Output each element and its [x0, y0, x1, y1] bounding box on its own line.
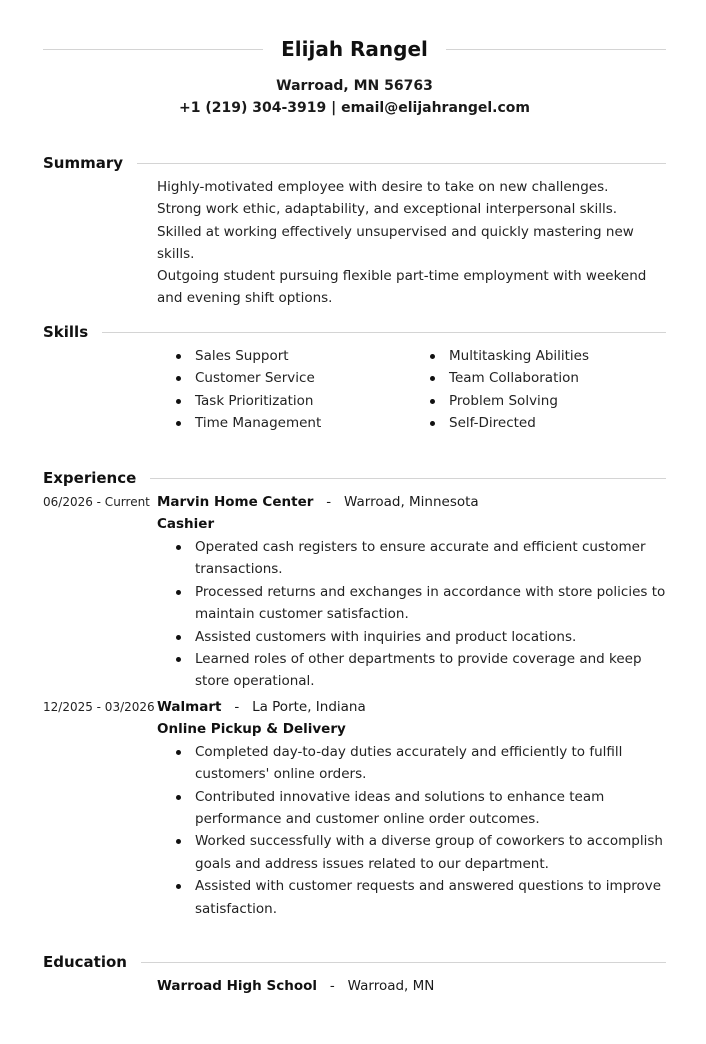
- divider: [43, 49, 263, 50]
- address: Warroad, MN 56763: [276, 78, 433, 94]
- job-bullets: [157, 536, 667, 693]
- employer-name: Walmart: [157, 698, 222, 715]
- skill-item: Sales Support: [157, 345, 411, 367]
- section-header: [43, 322, 666, 342]
- job-dates: 06/2026 - Current: [43, 495, 150, 509]
- separator: -: [234, 698, 240, 715]
- job-employer-line: [157, 492, 666, 512]
- skills-list: [157, 345, 666, 435]
- job-entry: [43, 492, 666, 693]
- separator: -: [329, 978, 335, 994]
- job-location: La Porte, Indiana: [252, 698, 366, 715]
- divider: [141, 962, 666, 963]
- separator: -: [326, 494, 332, 510]
- skills-column-left: [157, 345, 411, 435]
- experience-section: [43, 468, 666, 920]
- skills-column-right: [411, 345, 665, 435]
- school-location: Warroad, MN: [347, 978, 435, 994]
- resume-header: [43, 36, 666, 117]
- bullet-item: Completed day-to-day duties accurately and efficiently to fulfill customers' online orders.: [157, 741, 667, 786]
- bullet-item: Learned roles of other departments to provide coverage and keep store operational.: [157, 648, 667, 693]
- section-header: [43, 468, 666, 488]
- bullet-item: Assisted with customer requests and answered questions to improve satisfaction.: [157, 875, 667, 920]
- summary-text: [157, 176, 657, 310]
- bullet-item: Processed returns and exchanges in accordance with store policies to maintain customer satisfaction.: [157, 581, 667, 626]
- job-title: Cashier: [157, 516, 215, 532]
- divider: [102, 332, 666, 333]
- section-title: Experience: [43, 469, 137, 487]
- school-name: Warroad High School: [157, 978, 317, 994]
- section-header: [43, 952, 666, 972]
- section-title: Education: [43, 953, 127, 971]
- divider: [150, 478, 666, 479]
- job-dates: 12/2025 - 03/2026: [43, 699, 155, 714]
- job-location: Warroad, Minnesota: [344, 494, 479, 510]
- summary-section: [43, 153, 666, 310]
- section-title: Skills: [43, 323, 89, 341]
- skills-section: [43, 322, 666, 435]
- section-header: [43, 153, 666, 173]
- skill-item: Team Collaboration: [411, 367, 665, 389]
- job-entry: [43, 697, 666, 920]
- job-bullets: [157, 741, 667, 920]
- divider: [137, 163, 666, 164]
- job-employer-line: [157, 697, 666, 717]
- job-details: [157, 697, 666, 741]
- skill-item: Problem Solving: [411, 390, 665, 412]
- bullet-item: Operated cash registers to ensure accurate and efficient customer transactions.: [157, 536, 667, 581]
- skill-item: Task Prioritization: [157, 390, 411, 412]
- employer-name: Marvin Home Center: [157, 494, 314, 510]
- contact-info: +1 (219) 304-3919 | email@elijahrangel.com: [179, 100, 530, 116]
- skill-item: Time Management: [157, 412, 411, 434]
- bullet-item: Worked successfully with a diverse group of coworkers to accomplish goals and address issues related to our department.: [157, 830, 667, 875]
- candidate-name: Elijah Rangel: [281, 37, 428, 61]
- education-entry: [157, 976, 666, 996]
- education-section: [43, 952, 666, 996]
- bullet-item: Assisted customers with inquiries and product locations.: [157, 626, 667, 648]
- section-title: Summary: [43, 154, 124, 172]
- job-details: [157, 492, 666, 536]
- bullet-item: Contributed innovative ideas and solutions to enhance team performance and customer online order outcomes.: [157, 786, 667, 831]
- skill-item: Self-Directed: [411, 412, 665, 434]
- skill-item: Customer Service: [157, 367, 411, 389]
- job-title: Online Pickup & Delivery: [157, 720, 346, 737]
- divider: [446, 49, 666, 50]
- skill-item: Multitasking Abilities: [411, 345, 665, 367]
- name-row: [43, 36, 666, 62]
- summary-paragraph: Highly-motivated employee with desire to take on new challenges. Strong work ethic, adaptability, and exceptional interpersonal skills. Skilled at working effectively unsupervised and quickly mastering new skills.: [157, 179, 634, 262]
- summary-paragraph: Outgoing student pursuing flexible part-time employment with weekend and evening shift options.: [157, 268, 647, 307]
